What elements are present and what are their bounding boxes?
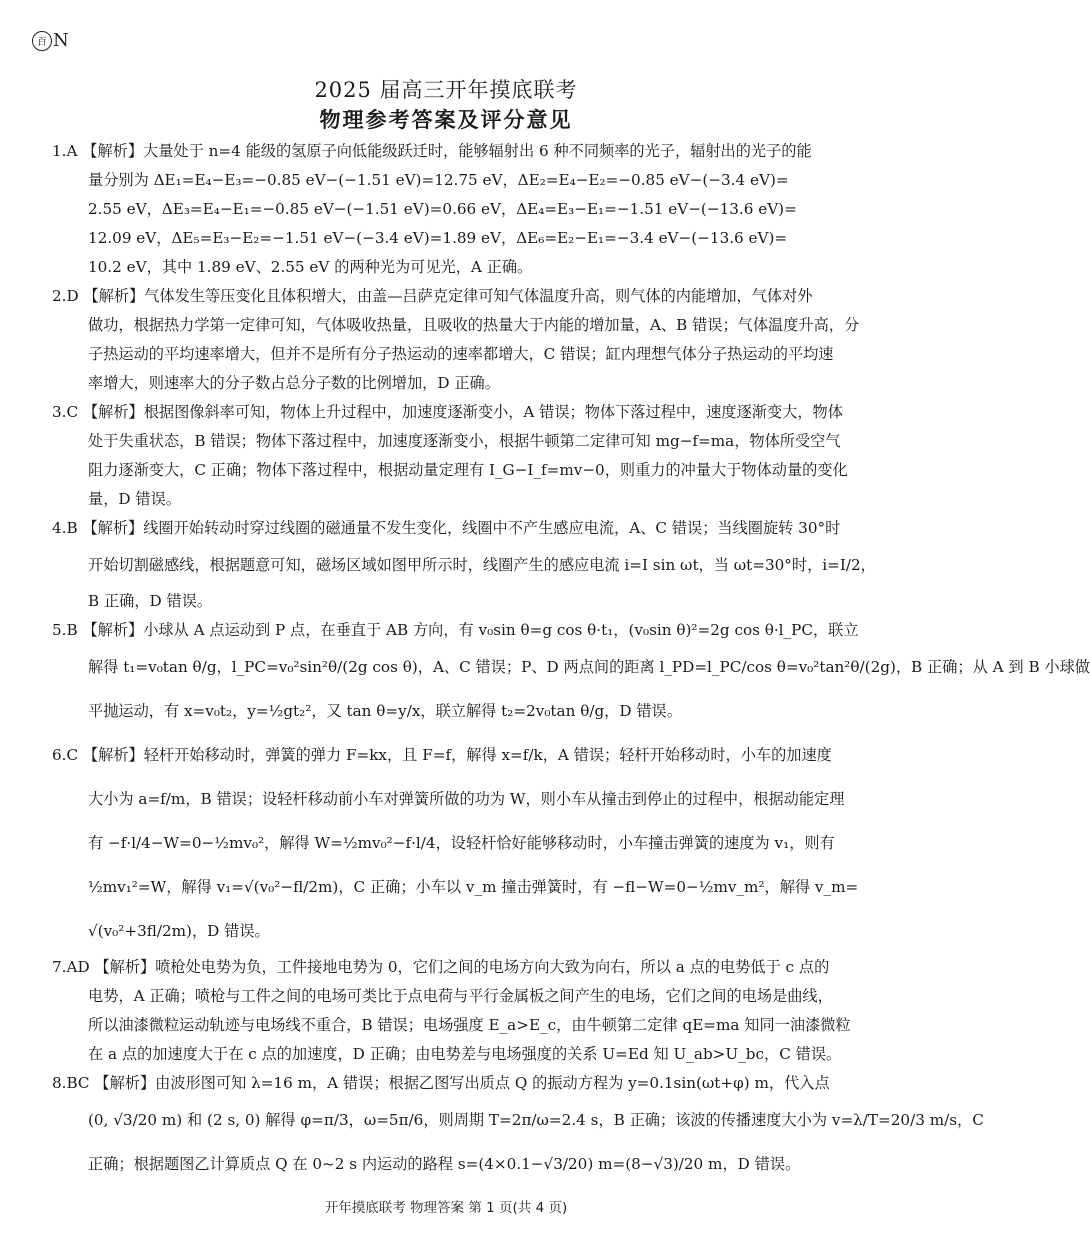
answer-line: 量，D 错误。 (88, 490, 181, 508)
publisher-logo: 百 N (32, 30, 69, 51)
answer-line: 电势，A 正确；喷枪与工件之间的电场可类比于点电荷与平行金属板之间产生的电场，它们之间的电场是曲线， (88, 987, 833, 1005)
answer-line: 2.D 【解析】气体发生等压变化且体积增大，由盖—吕萨克定律可知气体温度升高，则气体的内能增加，气体对外 (52, 287, 813, 305)
answer-line: 2.55 eV，ΔE₃=E₄−E₁=−0.85 eV−(−1.51 eV)=0.66 eV，ΔE₄=E₃−E₁=−1.51 eV−(−13.6 eV)= (88, 200, 797, 218)
question-7 (52, 953, 851, 1069)
answer-line: 8.BC 【解析】由波形图可知 λ=16 m，A 错误；根据乙图写出质点 Q 的振动方程为 y=0.1sin(ωt+φ) m，代入点 (52, 1074, 830, 1092)
answer-line: 在 a 点的加速度大于在 c 点的加速度，D 正确；由电势差与电场强度的关系 U=Ed 知 U_ab>U_bc，C 错误。 (88, 1045, 842, 1063)
question-4 (52, 514, 876, 616)
answer-line: 解得 t₁=v₀tan θ/g，l_PC=v₀²sin²θ/(2g cos θ)，A、C 错误；P、D 两点间的距离 l_PD=l_PC/cos θ=v₀²tan²θ/(2g)，B 正确；从 A 到 B 小球做 (88, 658, 1090, 676)
answer-line: 大小为 a=f/m，B 错误；设轻杆移动前小车对弹簧所做的功为 W，则小车从撞击到停止的过程中，根据动能定理 (88, 790, 845, 808)
logo-circle-icon: 百 (32, 31, 52, 51)
answer-line: 所以油漆微粒运动轨迹与电场线不重合，B 错误；电场强度 E_a>E_c，由牛顿第二定律 qE=ma 知同一油漆微粒 (88, 1016, 851, 1034)
answer-line: 处于失重状态，B 错误；物体下落过程中，加速度逐渐变小，根据牛顿第二定律可知 mg−f=ma，物体所受空气 (88, 432, 841, 450)
answer-line: 3.C 【解析】根据图像斜率可知，物体上升过程中，加速度逐渐变小，A 错误；物体下落过程中，速度逐渐变大，物体 (52, 403, 843, 421)
answer-line: 量分别为 ΔE₁=E₄−E₃=−0.85 eV−(−1.51 eV)=12.75 eV，ΔE₂=E₄−E₂=−0.85 eV−(−3.4 eV)= (88, 171, 789, 189)
answer-line: 子热运动的平均速率增大，但并不是所有分子热运动的速率都增大，C 错误；缸内理想气体分子热运动的平均速 (88, 345, 834, 363)
answer-line: 阻力逐渐变大，C 正确；物体下落过程中，根据动量定理有 I_G−I_f=mv−0，则重力的冲量大于物体动量的变化 (88, 461, 848, 479)
answer-line: (0, √3/20 m) 和 (2 s, 0) 解得 φ=π/3，ω=5π/6，则周期 T=2π/ω=2.4 s，B 正确；该波的传播速度大小为 v=λ/T=20/3 m/s，C (88, 1111, 984, 1129)
answer-line: 12.09 eV，ΔE₅=E₃−E₂=−1.51 eV−(−3.4 eV)=1.89 eV，ΔE₆=E₂−E₁=−3.4 eV−(−13.6 eV)= (88, 229, 788, 247)
answer-line: 1.A 【解析】大量处于 n=4 能级的氢原子向低能级跃迁时，能够辐射出 6 种不同频率的光子，辐射出的光子的能 (52, 142, 812, 160)
answer-body (52, 137, 1090, 1186)
answer-line: 6.C 【解析】轻杆开始移动时，弹簧的弹力 F=kx，且 F=f，解得 x=f/k，A 错误；轻杆开始移动时，小车的加速度 (52, 746, 832, 764)
question-6 (52, 733, 859, 953)
answer-line: B 正确，D 错误。 (88, 592, 213, 610)
answer-line: 率增大，则速率大的分子数占总分子数的比例增加，D 正确。 (88, 374, 500, 392)
question-8 (52, 1069, 984, 1186)
question-2 (52, 282, 860, 398)
answer-line: 做功，根据热力学第一定律可知，气体吸收热量，且吸收的热量大于内能的增加量，A、B 错误；气体温度升高，分 (88, 316, 860, 334)
question-3 (52, 398, 848, 514)
exam-subtitle: 物理参考答案及评分意见 (319, 108, 573, 132)
answer-line: 平抛运动，有 x=v₀t₂，y=½gt₂²，又 tan θ=y/x，联立解得 t₂=2v₀tan θ/g，D 错误。 (88, 702, 682, 720)
question-1 (52, 137, 832, 282)
answer-line: ½mv₁²=W，解得 v₁=√(v₀²−fl/2m)，C 正确；小车以 v_m 撞击弹簧时，有 −fl−W=0−½mv_m²，解得 v_m= (88, 878, 859, 896)
exam-title: 2025 届高三开年摸底联考 (314, 78, 578, 102)
question-5 (52, 616, 1090, 733)
answer-line: 开始切割磁感线，根据题意可知，磁场区域如图甲所示时，线圈产生的感应电流 i=I sin ωt，当 ωt=30°时，i=I/2， (88, 556, 876, 574)
answer-line: √(v₀²+3fl/2m)，D 错误。 (88, 922, 270, 940)
answer-line: 4.B 【解析】线圈开始转动时穿过线圈的磁通量不发生变化，线圈中不产生感应电流，A、C 错误；当线圈旋转 30°时 (52, 519, 841, 537)
page-footer: 开年摸底联考 物理答案 第 1 页(共 4 页) (324, 1200, 568, 1216)
answer-line: 5.B 【解析】小球从 A 点运动到 P 点，在垂直于 AB 方向，有 v₀sin θ=g cos θ·t₁，(v₀sin θ)²=2g cos θ·l_PC，联立 (52, 621, 859, 639)
answer-line: 正确；根据题图乙计算质点 Q 在 0~2 s 内运动的路程 s=(4×0.1−√3/20) m=(8−√3)/20 m，D 错误。 (88, 1155, 801, 1173)
answer-line: 10.2 eV，其中 1.89 eV、2.55 eV 的两种光为可见光，A 正确。 (88, 258, 533, 276)
answer-line: 有 −f·l/4−W=0−½mv₀²，解得 W=½mv₀²−f·l/4，设轻杆恰好能够移动时，小车撞击弹簧的速度为 v₁，则有 (88, 834, 835, 852)
answer-line: 7.AD 【解析】喷枪处电势为负，工件接地电势为 0，它们之间的电场方向大致为向右，所以 a 点的电势低于 c 点的 (52, 958, 830, 976)
